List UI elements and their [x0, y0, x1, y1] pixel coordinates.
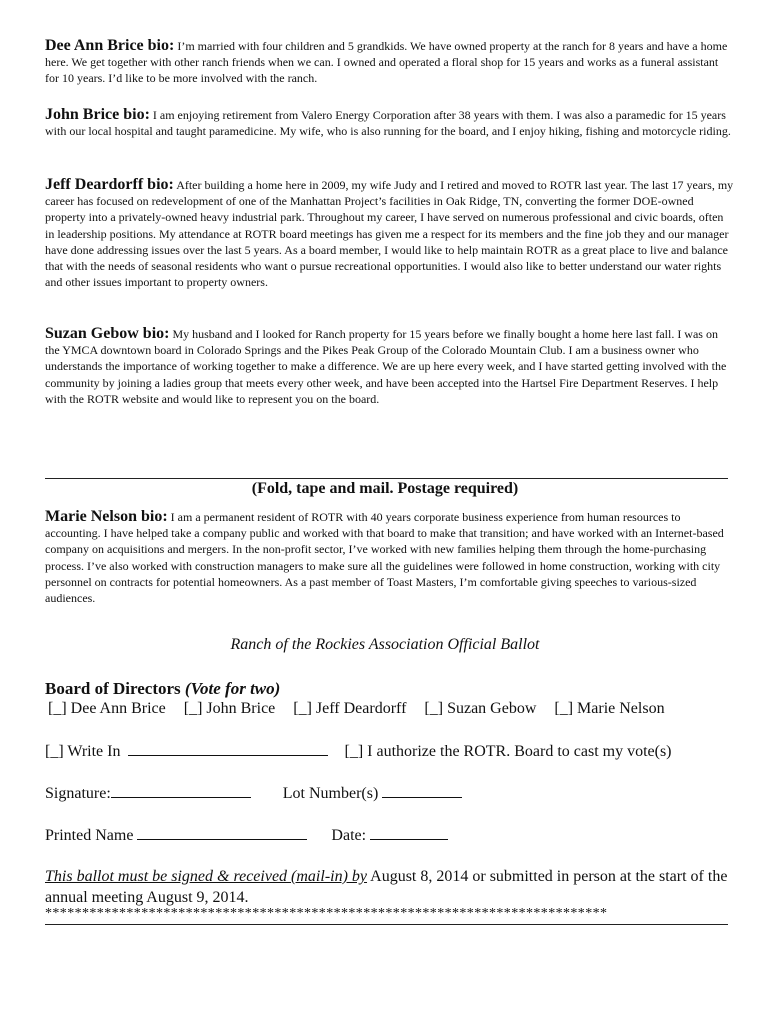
bio-text: After building a home here in 2009, my wife Judy and I retired and moved to ROTR last year. The last 17 years, my career has focused on redevelopment of one of the Manhattan Project’s facilities in Oak Ridge, TN, converting the former DOE-owned property into a privately-owned heavy industrial park. Throughout my career, I have served on numerous professional and civic boards, often in leadership positions. My attendance at ROTR board meetings has given me a respect for its members and the fine job they and our manager have done addressing issues over the last 5 years. As a board member, I would like to help maintain ROTR as a great place to live and balance that with the needs of seasonal residents who want o pursue recreational opportunities. I would also like to better understand our water rights and other issues important to property owners. [45, 178, 734, 290]
board-heading [45, 679, 280, 699]
ballot-title: Ranch of the Rockies Association Official Ballot [230, 636, 540, 653]
bio-name: Dee Ann Brice bio: [45, 37, 175, 54]
candidate-checkbox[interactable]: [_] Marie Nelson [554, 700, 665, 717]
printed-name-row [45, 825, 448, 845]
deadline-text: August 8, 2014 or submitted in person at the start of the annual meeting August 9, 2014. [45, 868, 728, 906]
candidate-checkbox[interactable]: [_] Dee Ann Brice [48, 700, 166, 717]
authorize-checkbox[interactable]: [_] I authorize the ROTR. Board to cast my vote(s) [344, 743, 672, 760]
date-field[interactable] [370, 825, 448, 840]
signature-field[interactable] [111, 783, 251, 798]
bio-text: I am a permanent resident of ROTR with 40 years corporate business experience from human resources to accounting. I have helped take a company public and worked with that board to make that transition; and have worked with an Internet-based company on acquisitions and mergers. In the non-profit sector, I’ve worked with new families helping them through the home-purchasing process. I’ve also worked with construction managers to make sure all the guidelines were followed in home construction, working with city personnel on contracts for potential homeowners. As a past member of Toast Masters, I’m comfortable giving speeches to various-sized audiences. [45, 510, 724, 606]
lot-number-field[interactable] [382, 783, 462, 798]
printed-name-field[interactable] [137, 825, 307, 840]
write-in-row [45, 741, 672, 761]
bio-name: John Brice bio: [45, 106, 150, 123]
candidate-checkbox[interactable]: [_] Suzan Gebow [424, 700, 537, 717]
bio-name: Jeff Deardorff bio: [45, 176, 174, 193]
ballot-deadline-notice [45, 866, 735, 908]
deadline-emphasis: This ballot must be signed & received (mail-in) by [45, 868, 368, 885]
fold-line [45, 478, 728, 479]
bio-suzan-gebow [45, 326, 735, 407]
bio-john-brice [45, 107, 735, 139]
signature-label: Signature: [45, 785, 111, 802]
fold-instructions: (Fold, tape and mail. Postage required) [251, 480, 519, 497]
bio-dee-ann-brice [45, 38, 735, 87]
asterisk-divider: **************************************************************************** [45, 906, 608, 921]
date-label: Date: [331, 827, 367, 844]
candidate-list [48, 700, 665, 718]
candidate-checkbox[interactable]: [_] Jeff Deardorff [293, 700, 407, 717]
bio-name: Marie Nelson bio: [45, 508, 168, 525]
bio-text: I’m married with four children and 5 grandkids. We have owned property at the ranch for 8 years and have a home here. We get together with other ranch friends when we can. I owned and operated a floral shop for 15 years and works as a funeral assistant for 10 years. I’d like to be more involved with the ranch. [45, 39, 728, 86]
bio-jeff-deardorff [45, 177, 735, 290]
board-heading-text: Board of Directors [45, 679, 181, 698]
candidate-checkbox[interactable]: [_] John Brice [183, 700, 276, 717]
write-in-field[interactable] [128, 741, 328, 756]
vote-for-two-note: (Vote for two) [184, 679, 281, 698]
bio-text: I am enjoying retirement from Valero Energy Corporation after 38 years with them. I was also a paramedic for 15 years with our local hospital and taught paramedicine. My wife, who is also running for the board, and I enjoy hiking, fishing and motorcycle riding. [45, 108, 731, 139]
bio-marie-nelson [45, 509, 735, 606]
lot-number-label: Lot Number(s) [282, 785, 379, 802]
printed-name-label: Printed Name [45, 827, 134, 844]
bottom-rule [45, 924, 728, 925]
signature-row [45, 783, 462, 803]
bio-name: Suzan Gebow bio: [45, 325, 170, 342]
bio-text: My husband and I looked for Ranch property for 15 years before we finally bought a home here last fall. I was on the YMCA downtown board in Colorado Springs and the Pikes Peak Group of the Colorado Mountain Club. I am a business owner who understands the importance of working together to make a difference. We are up here every week, and I have started getting involved with the community by joining a ladies group that meets every other week, and have been accepted into the Hartsel Fire Department Reserves. I help with the ROTR website and would like to represent you on the board. [45, 327, 727, 406]
write-in-checkbox[interactable]: [_] Write In [45, 743, 121, 760]
